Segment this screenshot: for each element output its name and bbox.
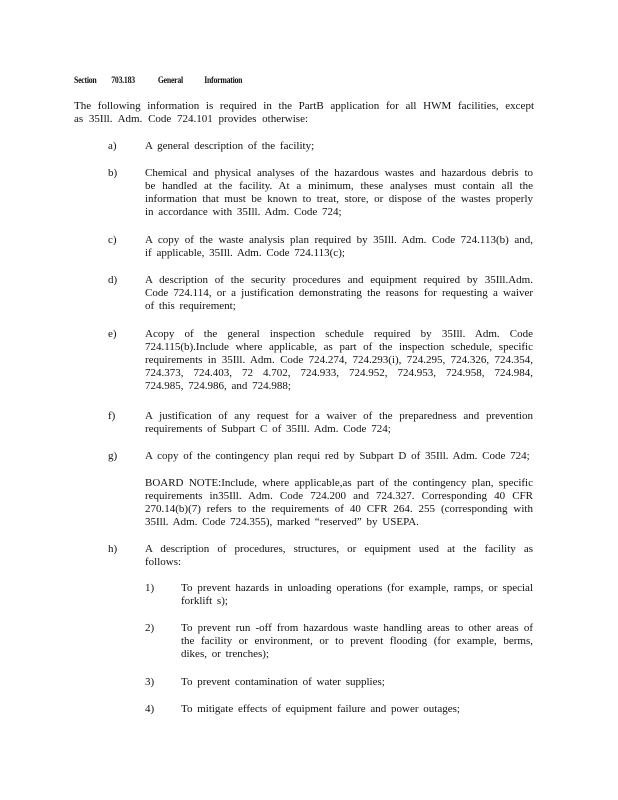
subitem-text-3: To prevent contamination of water supplies; bbox=[181, 676, 385, 688]
item-label-f: f) bbox=[108, 410, 116, 422]
item-text-a: A general description of the facility; bbox=[145, 140, 315, 152]
section-title-information: Information bbox=[204, 76, 243, 86]
item-label-g: g) bbox=[108, 450, 118, 462]
section-word: Section bbox=[74, 76, 97, 86]
subitem-text-1: To prevent hazards in unloading operations (for example, ramps, or special forklift s); bbox=[181, 582, 533, 607]
item-text-b: Chemical and physical analyses of the hazardous wastes and hazardous debris to be handled at the facility. At a minimum, these analyses must contain all the information that must be known to treat, store, or dispose of the wastes properly in accordance with 35Ill. Adm. Code 724; bbox=[145, 167, 533, 218]
item-text-c: A copy of the waste analysis plan required by 35Ill. Adm. Code 724.113(b) and, if applicable, 35Ill. Adm. Code 724.113(c); bbox=[145, 234, 533, 259]
section-title-general: General bbox=[157, 76, 183, 86]
item-text-d: A description of the security procedures and equipment required by 35Ill.Adm. Code 724.114, or a justification demonstrating the reasons for requesting a waiver of this requirement; bbox=[145, 274, 533, 312]
subitem-label-2: 2) bbox=[145, 622, 155, 634]
item-text-f: A justification of any request for a waiver of the preparedness and prevention requirements of Subpart C of 35Ill. Adm. Code 724; bbox=[145, 410, 533, 435]
item-label-a: a) bbox=[108, 140, 117, 152]
subitem-text-4: To mitigate effects of equipment failure and power outages; bbox=[181, 703, 460, 715]
item-label-e: e) bbox=[108, 328, 117, 340]
subitem-text-2: To prevent run -off from hazardous waste handling areas to other areas of the facility or environment, or to prevent flooding (for example, berms, dikes, or trenches); bbox=[181, 622, 533, 660]
item-label-h: h) bbox=[108, 543, 118, 555]
section-heading bbox=[74, 75, 242, 88]
item-text-h: A description of procedures, structures, or equipment used at the facility as follows: bbox=[145, 543, 533, 568]
subitem-label-3: 3) bbox=[145, 676, 155, 688]
item-label-d: d) bbox=[108, 274, 118, 286]
item-label-c: c) bbox=[108, 234, 117, 246]
board-note: BOARD NOTE:Include, where applicable,as part of the contingency plan, specific requirements in35Ill. Adm. Code 724.200 and 724.327. Corresponding 40 CFR 270.14(b)(7) refers to the requirements of 40 CFR 264. 255 (corresponding with 35Ill. Adm. Code 724.355), marked “reserved” by USEPA. bbox=[145, 477, 533, 528]
item-label-b: b) bbox=[108, 167, 118, 179]
item-text-e: Acopy of the general inspection schedule required by 35Ill. Adm. Code 724.115(b).Include where applicable, as part of the inspection schedule, specific requirements in 35Ill. Adm. Code 724.274, 724.293(i), 724.295, 724.326, 724.354, 724.373, 724.403, 72 4.702, 724.933, 724.952, 724.953, 724.958, 724.984, 724.985, 724.986, and 724.988; bbox=[145, 328, 533, 392]
subitem-label-4: 4) bbox=[145, 703, 155, 715]
item-text-g: A copy of the contingency plan requi red by Subpart D of 35Ill. Adm. Code 724; bbox=[145, 450, 530, 462]
section-number: 703.183 bbox=[111, 76, 135, 86]
subitem-label-1: 1) bbox=[145, 582, 155, 594]
intro-paragraph: The following information is required in the PartB application for all HWM facilities, except as 35Ill. Adm. Code 724.101 provides otherwise: bbox=[74, 100, 534, 125]
